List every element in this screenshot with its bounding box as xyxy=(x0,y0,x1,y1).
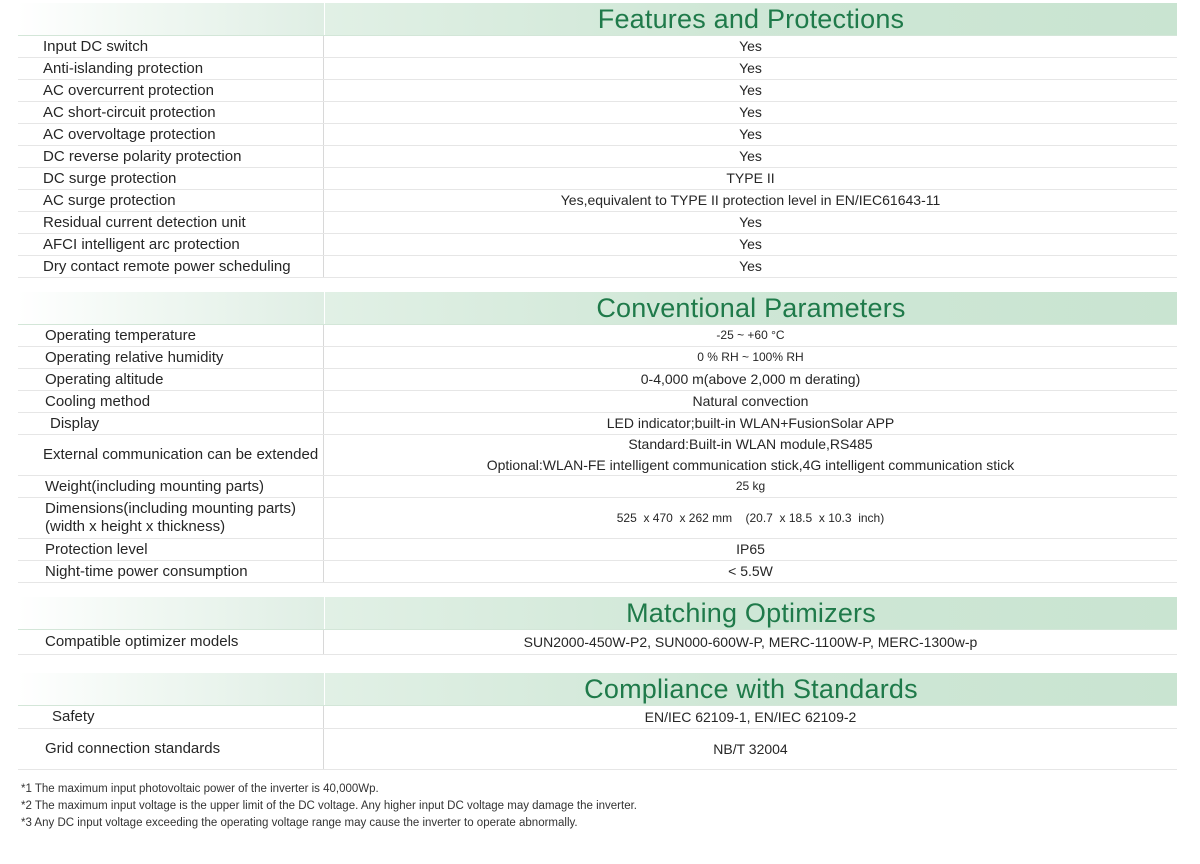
row-value: -25 ~ +60 °C xyxy=(716,328,785,342)
table-row xyxy=(18,706,1177,729)
row-label: Night-time power consumption xyxy=(18,561,324,582)
row-label: Cooling method xyxy=(18,391,324,412)
table-row xyxy=(18,369,1177,391)
row-value: Yes xyxy=(739,214,762,230)
row-label: DC reverse polarity protection xyxy=(18,146,324,167)
section-title: Conventional Parameters xyxy=(596,292,906,323)
compliance-section xyxy=(18,673,1177,770)
section-title: Compliance with Standards xyxy=(584,673,918,704)
footnote: *2 The maximum input voltage is the upper limit of the DC voltage. Any higher input DC voltage may damage the inverter. xyxy=(21,800,637,812)
features-section xyxy=(18,3,1177,278)
row-value: Yes xyxy=(739,236,762,252)
row-value: NB/T 32004 xyxy=(713,740,788,757)
spec-table xyxy=(18,36,1177,278)
row-value: 0-4,000 m(above 2,000 m derating) xyxy=(640,371,861,387)
row-label: Anti-islanding protection xyxy=(18,58,324,79)
table-row xyxy=(18,539,1177,561)
row-value: IP65 xyxy=(736,541,765,557)
table-row xyxy=(18,347,1177,369)
row-value: Yes xyxy=(739,38,762,54)
row-value: Yes,equivalent to TYPE II protection level in EN/IEC61643-11 xyxy=(560,192,941,208)
value-line: Optional:WLAN-FE intelligent communication stick,4G intelligent communication stick xyxy=(486,457,1015,473)
footnote: *1 The maximum input photovoltaic power of the inverter is 40,000Wp. xyxy=(21,783,379,795)
row-value: Yes xyxy=(739,104,762,120)
row-label xyxy=(18,498,324,538)
row-label: Safety xyxy=(18,706,324,728)
table-row xyxy=(18,124,1177,146)
table-row xyxy=(18,729,1177,770)
table-row xyxy=(18,58,1177,80)
row-value xyxy=(324,435,1177,475)
table-row xyxy=(18,234,1177,256)
section-header xyxy=(18,597,1177,630)
row-label: Protection level xyxy=(18,539,324,560)
table-row xyxy=(18,325,1177,347)
row-value: Yes xyxy=(739,60,762,76)
table-row xyxy=(18,80,1177,102)
spec-table xyxy=(18,325,1177,583)
table-row xyxy=(18,435,1177,476)
row-label: Residual current detection unit xyxy=(18,212,324,233)
row-value: Yes xyxy=(739,82,762,98)
table-row xyxy=(18,561,1177,583)
row-value: Yes xyxy=(739,258,762,274)
section-header xyxy=(18,673,1177,706)
row-label: Compatible optimizer models xyxy=(18,630,324,654)
row-value: LED indicator;built-in WLAN+FusionSolar APP xyxy=(606,415,895,431)
row-value: Yes xyxy=(739,148,762,164)
table-row xyxy=(18,146,1177,168)
label-line: (width x height x thickness) xyxy=(45,518,226,535)
section-title: Features and Protections xyxy=(597,3,905,34)
optimizers-section xyxy=(18,597,1177,655)
table-row xyxy=(18,102,1177,124)
row-label: AC surge protection xyxy=(18,190,324,211)
row-value: Yes xyxy=(739,126,762,142)
table-row xyxy=(18,413,1177,435)
row-label: External communication can be extended xyxy=(18,435,324,475)
row-value: TYPE II xyxy=(726,170,775,186)
table-row xyxy=(18,256,1177,278)
row-label: Weight(including mounting parts) xyxy=(18,476,324,497)
table-row xyxy=(18,36,1177,58)
row-label: AC overvoltage protection xyxy=(18,124,324,145)
footnote: *3 Any DC input voltage exceeding the operating voltage range may cause the inverter to operate abnormally. xyxy=(21,817,578,829)
row-label: Operating relative humidity xyxy=(18,347,324,368)
row-label: AFCI intelligent arc protection xyxy=(18,234,324,255)
row-value: 525 x 470 x 262 mm (20.7 x 18.5 x 10.3 inch) xyxy=(616,510,885,525)
row-value: EN/IEC 62109-1, EN/IEC 62109-2 xyxy=(644,708,857,725)
row-value: Natural convection xyxy=(692,393,809,409)
row-value: SUN2000-450W-P2, SUN000-600W-P, MERC-1100W-P, MERC-1300w-p xyxy=(523,633,978,650)
label-line: Dimensions(including mounting parts) xyxy=(45,500,296,517)
row-value: 0 % RH ~ 100% RH xyxy=(697,350,804,364)
row-label: Grid connection standards xyxy=(18,729,324,769)
spec-table xyxy=(18,630,1177,655)
row-label: DC surge protection xyxy=(18,168,324,189)
row-label: Dry contact remote power scheduling xyxy=(18,256,324,277)
row-label: Display xyxy=(18,413,324,434)
conventional-section xyxy=(18,292,1177,583)
table-row xyxy=(18,190,1177,212)
table-row xyxy=(18,630,1177,655)
row-value: < 5.5W xyxy=(728,563,773,579)
footnotes xyxy=(21,781,637,832)
spec-table xyxy=(18,706,1177,770)
row-label: Operating altitude xyxy=(18,369,324,390)
table-row xyxy=(18,168,1177,190)
row-label: Input DC switch xyxy=(18,36,324,57)
table-row xyxy=(18,212,1177,234)
row-label: AC short-circuit protection xyxy=(18,102,324,123)
row-label: Operating temperature xyxy=(18,325,324,346)
section-header xyxy=(18,3,1177,36)
row-label: AC overcurrent protection xyxy=(18,80,324,101)
table-row xyxy=(18,498,1177,539)
row-value: 25 kg xyxy=(735,479,766,493)
section-title: Matching Optimizers xyxy=(626,597,876,628)
value-line: Standard:Built-in WLAN module,RS485 xyxy=(628,436,873,452)
table-row xyxy=(18,391,1177,413)
section-header xyxy=(18,292,1177,325)
table-row xyxy=(18,476,1177,498)
